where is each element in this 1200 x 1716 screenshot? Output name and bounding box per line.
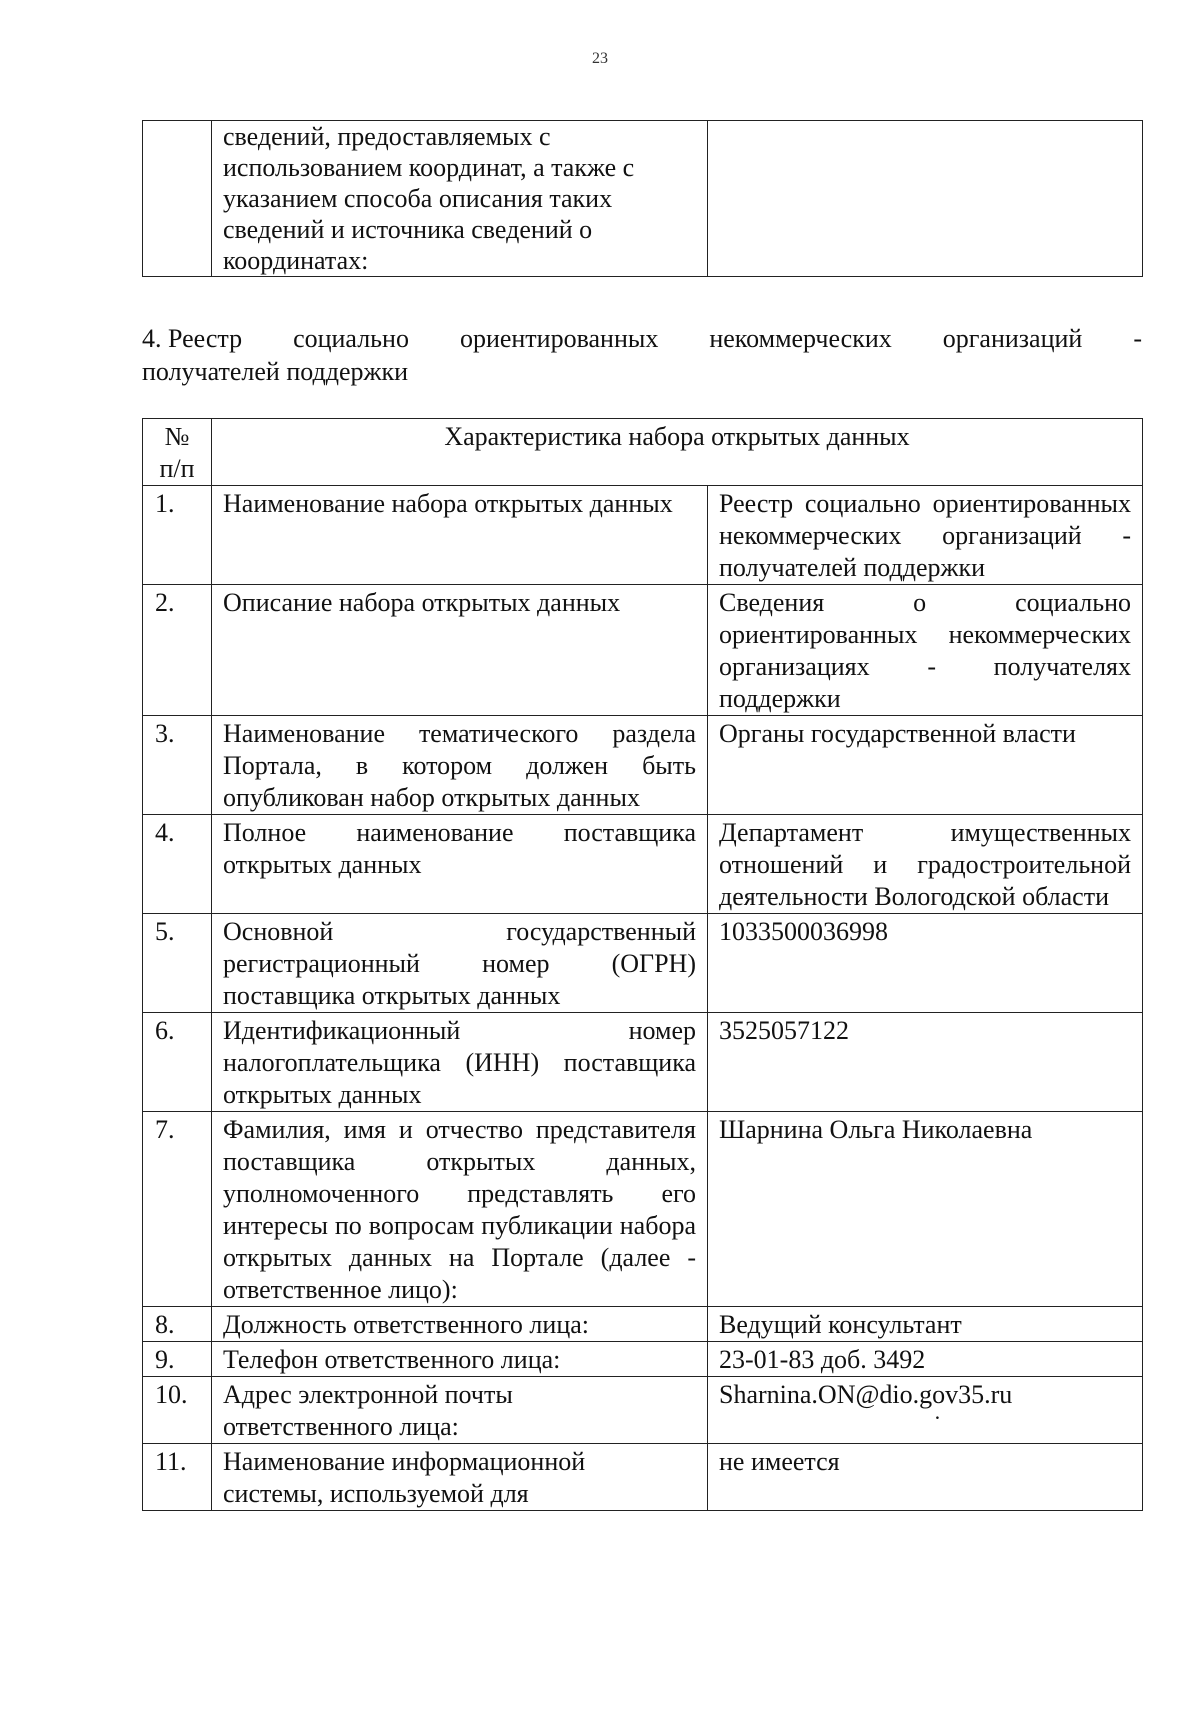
- section-heading-line-2: получателей поддержки: [142, 357, 408, 386]
- heading-word: 4. Реестр: [142, 324, 243, 353]
- stray-dot-mark: ·: [933, 1405, 942, 1430]
- table-row: [143, 815, 1143, 914]
- row-value-cell: 1033500036998: [708, 914, 1143, 1013]
- table-row: [143, 1013, 1143, 1112]
- row-number-cell: 5.: [143, 914, 212, 1013]
- row-number-cell: 1.: [143, 486, 212, 585]
- row-name-cell: Основной государственный регистрационный номер (ОГРН) поставщика открытых данных: [212, 914, 708, 1013]
- section-heading-line-1: [142, 322, 1142, 355]
- row-number-cell: 2.: [143, 585, 212, 716]
- table-header-row: [143, 419, 1143, 486]
- row-name-cell: Идентификационный номер налогоплательщика (ИНН) поставщика открытых данных: [212, 1013, 708, 1112]
- email-address: Sharnina.ON@dio.gov35.ru: [719, 1380, 1013, 1409]
- header-title-cell: Характеристика набора открытых данных: [212, 419, 1143, 486]
- row-number-cell: 7.: [143, 1112, 212, 1307]
- row-number-cell: 8.: [143, 1307, 212, 1342]
- text-line: указанием способа описания таких: [223, 184, 613, 213]
- text-line: сведений, предоставляемых с: [223, 122, 551, 151]
- text-line: координатах:: [223, 246, 369, 275]
- heading-word: -: [1133, 324, 1142, 353]
- table-row: [143, 1112, 1143, 1307]
- row-name-cell: Наименование тематического раздела Портала, в котором должен быть опубликован набор открытых данных: [212, 716, 708, 815]
- row-value-cell: Департамент имущественных отношений и градостроительной деятельности Вологодской области: [708, 815, 1143, 914]
- row-number-cell: 4.: [143, 815, 212, 914]
- row-value-cell: [708, 1377, 1143, 1444]
- row-value-cell: не имеется: [708, 1444, 1143, 1511]
- heading-word: некоммерческих: [709, 324, 892, 353]
- table-row: [143, 1444, 1143, 1511]
- table-row: [143, 486, 1143, 585]
- row-value-cell: Реестр социально ориентированных некоммерческих организаций - получателей поддержки: [708, 486, 1143, 585]
- header-number-cell: № п/п: [143, 419, 212, 486]
- row-number-cell: 9.: [143, 1342, 212, 1377]
- row-name-cell: Должность ответственного лица:: [212, 1307, 708, 1342]
- row-number-cell: 10.: [143, 1377, 212, 1444]
- table-row: [143, 121, 1143, 277]
- open-data-table: [142, 418, 1143, 1511]
- table-row: [143, 1377, 1143, 1444]
- row-value-cell: 23-01-83 доб. 3492: [708, 1342, 1143, 1377]
- value-cell: [708, 121, 1143, 277]
- table-row: [143, 716, 1143, 815]
- row-name-cell: Наименование информационной системы, используемой для: [212, 1444, 708, 1511]
- table-row: [143, 1307, 1143, 1342]
- row-value-cell: Шарнина Ольга Николаевна: [708, 1112, 1143, 1307]
- heading-word: ориентированных: [459, 324, 659, 353]
- row-value-cell: Органы государственной власти: [708, 716, 1143, 815]
- row-number-cell: 6.: [143, 1013, 212, 1112]
- table-row: [143, 914, 1143, 1013]
- text-line: использованием координат, а также с: [223, 153, 635, 182]
- row-name-cell: Полное наименование поставщика открытых данных: [212, 815, 708, 914]
- continuation-text-cell: [212, 121, 708, 277]
- row-value-cell: Ведущий консультант: [708, 1307, 1143, 1342]
- row-name-cell: Фамилия, имя и отчество представителя поставщика открытых данных, уполномоченного представлять его интересы по вопросам публикации набора открытых данных на Портале (далее - ответственное лицо):: [212, 1112, 708, 1307]
- table-row: [143, 1342, 1143, 1377]
- heading-word: организаций: [942, 324, 1083, 353]
- row-number-cell: [143, 121, 212, 277]
- continuation-table: [142, 120, 1143, 277]
- row-name-cell: Наименование набора открытых данных: [212, 486, 708, 585]
- row-value-cell: 3525057122: [708, 1013, 1143, 1112]
- row-number-cell: 3.: [143, 716, 212, 815]
- page-number: 23: [592, 50, 608, 67]
- text-line: сведений и источника сведений о: [223, 215, 593, 244]
- row-name-cell: Телефон ответственного лица:: [212, 1342, 708, 1377]
- row-name-cell: Адрес электронной почты ответственного лица:: [212, 1377, 708, 1444]
- row-value-cell: Сведения о социально ориентированных некоммерческих организациях - получателях поддержки: [708, 585, 1143, 716]
- table-row: [143, 585, 1143, 716]
- section-heading: [142, 322, 1142, 388]
- heading-word: социально: [293, 324, 409, 353]
- row-name-cell: Описание набора открытых данных: [212, 585, 708, 716]
- row-number-cell: 11.: [143, 1444, 212, 1511]
